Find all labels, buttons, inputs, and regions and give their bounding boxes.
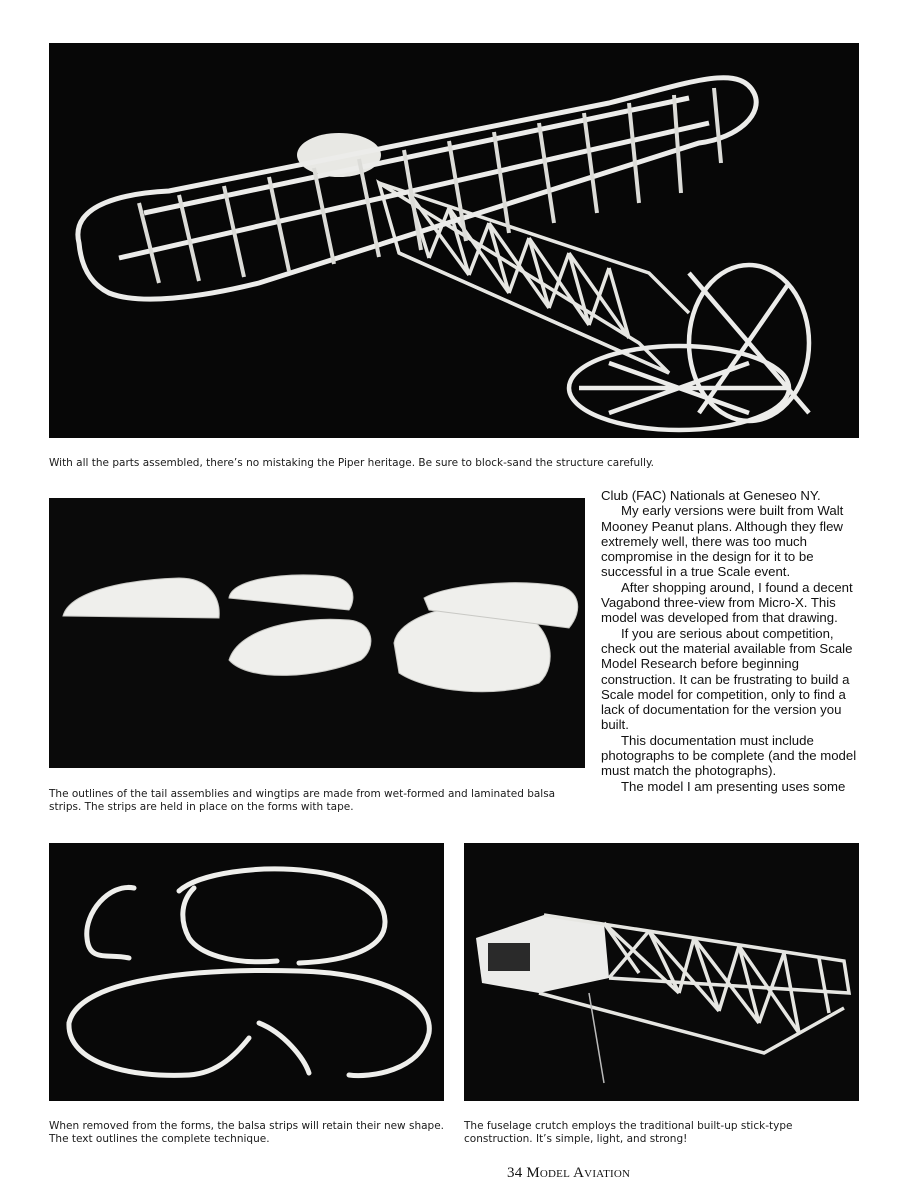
photo-balsa-outlines	[49, 843, 444, 1101]
photo-assembled-airframe	[49, 43, 859, 438]
photo-2-caption: The outlines of the tail assemblies and wingtips are made from wet-formed and laminated balsa strips. The strips are held in place on the forms with tape.	[49, 788, 556, 813]
article-paragraph: My early versions were built from Walt Mooney Peanut plans. Although they flew extremely well, there was too much compromise in the design for it to be successful in a true Scale event.	[601, 503, 844, 580]
photo-1-caption: With all the parts assembled, there’s no mistaking the Piper heritage. Be sure to block-sand the structure carefully.	[49, 457, 655, 469]
photo-4-caption: The fuselage crutch employs the traditional built-up stick-type construction. It’s simple, light, and strong!	[464, 1120, 793, 1145]
article-text	[601, 488, 859, 794]
photo-tail-assemblies	[49, 498, 585, 768]
photo-fuselage-crutch	[464, 843, 859, 1101]
article-paragraph: If you are serious about competition, check out the material available from Scale Model Research before beginning construction. It can be frustrating to build a Scale model for competition, only to find a lack of documentation for the version you built.	[601, 625, 853, 733]
page-footer	[507, 1165, 630, 1182]
photo-3-caption: When removed from the forms, the balsa strips will retain their new shape. The text outlines the complete technique.	[49, 1120, 445, 1145]
article-paragraph: This documentation must include photographs to be complete (and the model must match the photographs).	[601, 732, 857, 779]
balsa-outlines-illustration	[49, 843, 444, 1101]
article-paragraph: After shopping around, I found a decent Vagabond three-view from Micro-X. This model was developed from that drawing.	[601, 579, 853, 626]
article-paragraph: Club (FAC) Nationals at Geneseo NY.	[601, 488, 821, 503]
article-paragraph: The model I am presenting uses some	[621, 778, 846, 794]
fuselage-crutch-illustration	[464, 843, 859, 1101]
magazine-name: Model Aviation	[526, 1165, 631, 1181]
page-number: 34	[507, 1165, 523, 1181]
airframe-illustration	[49, 43, 859, 438]
tail-forms-illustration	[49, 498, 585, 768]
